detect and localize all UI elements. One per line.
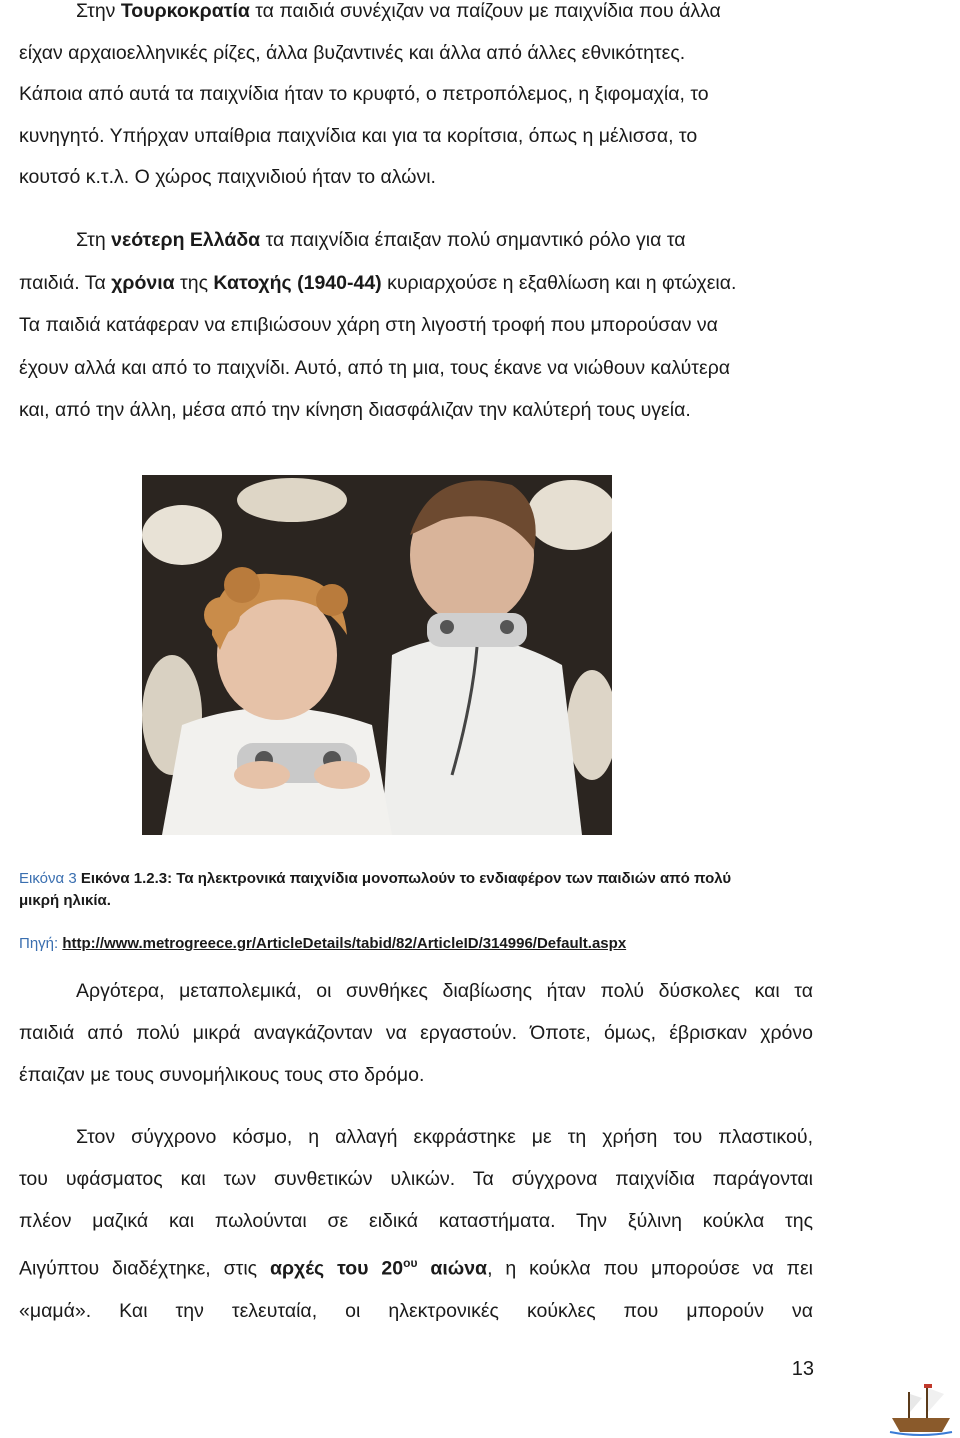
text-line: παιδιά. Τα χρόνια της Κατοχής (1940-44) κυριαρχούσε η εξαθλίωση και η φτώχεια. bbox=[19, 271, 737, 294]
children-gaming-photo bbox=[142, 475, 612, 835]
text-line: έπαιζαν με τους συνομήλικους τους στο δρόμο. bbox=[19, 1064, 425, 1086]
text-line: Αργότερα, μεταπολεμικά, οι συνθήκες διαβίωσης ήταν πολύ δύσκολες και τα bbox=[76, 980, 813, 1002]
text-line: Στην Τουρκοκρατία τα παιδιά συνέχιζαν να παίζουν με παιχνίδια που άλλα bbox=[76, 0, 721, 22]
paragraph-ottoman-era bbox=[19, 0, 813, 199]
text-line: κουτσό κ.τ.λ. Ο χώρος παιχνιδιού ήταν το αλώνι. bbox=[19, 166, 436, 188]
text-line: έχουν αλλά και από το παιχνίδι. Αυτό, από τη μια, τους έκανε να νιώθουν καλύτερα bbox=[19, 356, 731, 379]
source-link[interactable]: http://www.metrogreece.gr/ArticleDetails/tabid/82/ArticleID/314996/Default.aspx bbox=[62, 935, 627, 952]
text-line: Στη νεότερη Ελλάδα τα παιχνίδια έπαιξαν πολύ σημαντικό ρόλο για τα bbox=[76, 229, 686, 251]
text-line: Στον σύγχρονο κόσμο, η αλλαγή εκφράστηκε με τη χρήση του πλαστικού, bbox=[76, 1126, 813, 1148]
text-line: του υφάσματος και των συνθετικών υλικών. Τα σύγχρονα παιχνίδια παράγονται bbox=[19, 1168, 813, 1190]
text-line: πλέον μαζικά και πωλούνται σε ειδικά καταστήματα. Την ξύλινη κούκλα της bbox=[19, 1210, 813, 1232]
pirate-ship-icon bbox=[888, 1382, 954, 1436]
text-line: και, από την άλλη, μέσα από την κίνηση διασφάλιζαν την καλύτερή τους υγεία. bbox=[19, 399, 691, 421]
text-line: παιδιά από πολύ μικρά αναγκάζονταν να εργαστούν. Όποτε, όμως, έβρισκαν χρόνο bbox=[19, 1022, 813, 1044]
text-line: είχαν αρχαιοελληνικές ρίζες, άλλα βυζαντινές και άλλα από άλλες εθνικότητες. bbox=[19, 41, 686, 64]
figure-label: Εικόνα 3 bbox=[19, 870, 77, 887]
figure-source: Πηγή: http://www.metrogreece.gr/ArticleDetails/tabid/82/ArticleID/314996/Default.aspx bbox=[19, 935, 627, 952]
text-line: Τα παιδιά κατάφεραν να επιβιώσουν χάρη στη λιγοστή τροφή που μπορούσαν να bbox=[19, 314, 718, 336]
text-line: κυνηγητό. Υπήρχαν υπαίθρια παιχνίδια και για τα κορίτσια, όπως η μέλισσα, το bbox=[19, 124, 698, 147]
figure-caption: Εικόνα 3 Εικόνα 1.2.3: Τα ηλεκτρονικά παιχνίδια μονοπωλούν το ενδιαφέρον των παιδιών από πολύ μικρή ηλικία. bbox=[19, 870, 732, 909]
paragraph-postwar bbox=[19, 970, 813, 1096]
paragraph-modern-world bbox=[19, 1116, 813, 1332]
paragraph-modern-greece bbox=[19, 219, 813, 432]
page-number: 13 bbox=[791, 1358, 814, 1380]
text-line: «μαμά». Και την τελευταία, οι ηλεκτρονικές κούκλες που μπορούν να bbox=[19, 1299, 813, 1322]
text-line: Κάποια από αυτά τα παιχνίδια ήταν το κρυφτό, ο πετροπόλεμος, η ξιφομαχία, το bbox=[19, 83, 709, 105]
text-line: Αιγύπτου διαδέχτηκε, στις αρχές του $20^{o\upsilon}$ αιώνα, η κούκλα που μπορούσε να πει bbox=[19, 1256, 814, 1280]
photo-illustration bbox=[142, 475, 612, 835]
